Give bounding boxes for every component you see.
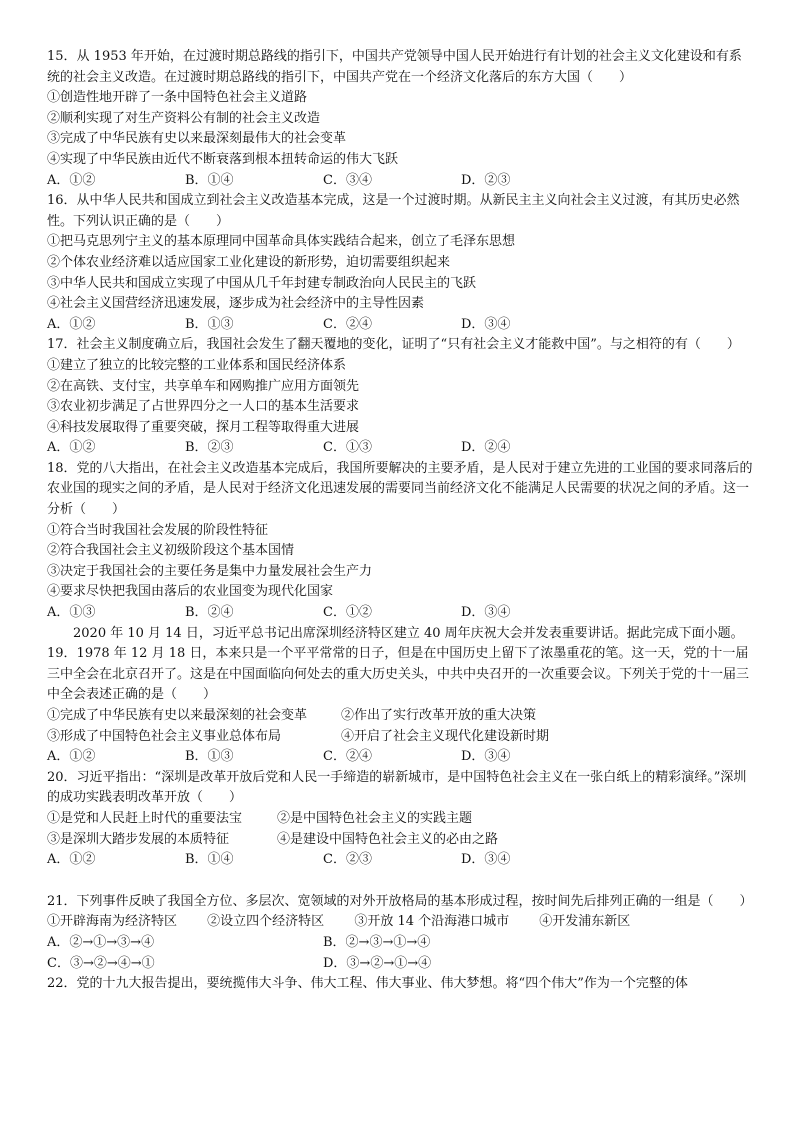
statement-option: ③中华人民共和国成立实现了中国从几千年封建专制政治向人民民主的飞跃	[47, 275, 477, 291]
statement-option: ④开发浦东新区	[539, 914, 631, 930]
answer-choice-row	[47, 954, 754, 975]
statement-option: ③是深圳大踏步发展的本质特征	[47, 831, 230, 847]
statement-option: ③完成了中华民族有史以来最深刻最伟大的社会变革	[47, 131, 347, 147]
question-20	[47, 768, 754, 871]
statement-option: ③形成了中国特色社会主义事业总体布局	[47, 728, 282, 744]
answer-choice-c: C．③④	[323, 172, 372, 188]
answer-choice-a: A．①②	[47, 316, 96, 332]
statement-option: ④社会主义国营经济迅速发展，逐步成为社会经济中的主导性因素	[47, 296, 425, 312]
answer-choice-b: B．②③	[185, 440, 234, 456]
statement-option-row	[47, 830, 754, 851]
statement-option: ①创造性地开辟了一条中国特色社会主义道路	[47, 90, 308, 106]
question-stem: 20．习近平指出：“深圳是改革开放后党和人民一手缔造的崭新城市，是中国特色社会主义在一张白纸上的精彩演绎。”深圳的成功实践表明改革开放（ ）	[47, 769, 747, 806]
answer-choice-c: C．②③	[323, 852, 372, 868]
statement-option: ①建立了独立的比较完整的工业体系和国民经济体系	[47, 357, 347, 373]
statement-option: ③开放 14 个沿海港口城市	[354, 914, 510, 930]
answer-choice-a: A．①②	[47, 440, 96, 456]
statement-option: ②顺利实现了对生产资料公有制的社会主义改造	[47, 110, 321, 126]
answer-choice-b: B．①④	[185, 852, 234, 868]
answer-choice-a: A．①②	[47, 852, 96, 868]
statement-option: ①完成了中华民族有史以来最深刻的社会变革	[47, 708, 308, 723]
statement-option: ④要求尽快把我国由落后的农业国变为现代化国家	[47, 584, 334, 600]
statement-option: ①开辟海南为经济特区	[47, 914, 178, 930]
question-stem: 16．从中华人民共和国成立到社会主义改造基本完成，这是一个过渡时期。从新民主主义向社会主义过渡，有其历史必然性。下列认识正确的是（ ）	[47, 193, 740, 229]
answer-choice-d: D．③④	[461, 605, 511, 621]
statement-option: ①符合当时我国社会发展的阶段性特征	[47, 522, 269, 538]
answer-choices	[47, 747, 754, 768]
statement-option: ②个体农业经济难以适应国家工业化建设的新形势，迫切需要组织起来	[47, 254, 451, 270]
answer-choice-b: B．②→③→①→④	[323, 934, 431, 950]
answer-choice-d: D．③④	[461, 749, 511, 765]
answer-choice-d: D．②④	[461, 440, 511, 456]
answer-choice-b: B．①③	[185, 316, 234, 332]
question-15	[47, 47, 754, 191]
statement-option: ②作出了实行改革开放的重大决策	[341, 708, 537, 723]
answer-choices	[47, 438, 754, 459]
question-stem: 19．1978 年 12 月 18 日，本来只是一个平平常常的日子，但是在中国历史上留下了浓墨重花的笔。这一天，党的十一届三中全会在北京召开了。这是在中国面临向何处去的重大历史关头，中共中央召开的一次重要会议。下列关于党的十一届三中全会表述正确的是（ ）	[47, 646, 750, 703]
answer-choice-b: B．①④	[185, 172, 234, 188]
question-21	[47, 892, 754, 974]
statement-option: ①把马克思列宁主义的基本原理同中国革命具体实践结合起来，创立了毛泽东思想	[47, 234, 516, 250]
statement-option: ②是中国特色社会主义的实践主题	[277, 810, 473, 826]
answer-choice-d: D．③④	[461, 852, 511, 868]
answer-choice-row	[47, 933, 754, 954]
answer-choices	[47, 603, 754, 624]
question-stem: 21．下列事件反映了我国全方位、多层次、宽领域的对外开放格局的基本形成过程，按时间先后排列正确的一组是（ ）	[47, 893, 753, 909]
statement-option: ②在高铁、支付宝，共享单车和网购推广应用方面领先	[47, 378, 360, 394]
question-17	[47, 335, 754, 459]
answer-choice-d: D．③④	[461, 316, 511, 332]
statement-option: ④开启了社会主义现代化建设新时期	[341, 728, 550, 744]
statement-option: ④是建设中国特色社会主义的必由之路	[277, 831, 499, 847]
question-16	[47, 191, 754, 335]
answer-choice-a: A．①②	[47, 172, 96, 188]
question-stem: 18．党的八大指出，在社会主义改造基本完成后，我国所要解决的主要矛盾，是人民对于建立先进的工业国的要求同落后的农业国的现实之间的矛盾，是人民对于经济文化迅速发展的需要同当前经济文化不能满足人民需要的状况之间的矛盾。这一分析（ ）	[47, 460, 753, 518]
statement-option: ④科技发展取得了重要突破，探月工程等取得重大进展	[47, 419, 360, 435]
answer-choices	[47, 315, 754, 336]
statement-option: ②符合我国社会主义初级阶段这个基本国情	[47, 543, 295, 559]
answer-choice-d: D．③→②→①→④	[323, 955, 432, 971]
statement-option: ③农业初步满足了占世界四分之一人口的基本生活要求	[47, 399, 360, 415]
answer-choice-b: B．②④	[185, 605, 234, 621]
answer-choice-a: A．①②	[47, 749, 96, 765]
answer-choice-c: C．①③	[323, 440, 372, 456]
answer-choice-b: B．①③	[185, 749, 234, 765]
statement-option: ②设立四个经济特区	[207, 914, 325, 930]
question-stem: 22．党的十九大报告提出，要统揽伟大斗争、伟大工程、伟大事业、伟大梦想。将“四个伟大”作为一个完整的体	[47, 976, 688, 992]
answer-choice-a: A．①③	[47, 605, 96, 621]
question-19	[47, 644, 754, 768]
answer-choice-c: C．③→②→④→①	[47, 955, 155, 971]
answer-choice-d: D．②③	[461, 172, 511, 188]
statement-option-row	[47, 706, 754, 727]
statement-option: ④实现了中华民族由近代不断衰落到根本扭转命运的伟大飞跃	[47, 151, 399, 167]
answer-choice-c: C．②④	[323, 749, 372, 765]
statement-option: ③决定于我国社会的主要任务是集中力量发展社会生产力	[47, 563, 373, 579]
statement-option-row	[47, 727, 754, 748]
statement-option: ①是党和人民赶上时代的重要法宝	[47, 810, 243, 826]
question-stem: 15．从 1953 年开始，在过渡时期总路线的指引下，中国共产党领导中国人民开始进行有计划的社会主义文化建设和有系统的社会主义改造。在过渡时期总路线的指引下，中国共产党在一个经济文化落后的东方大国（ ）	[47, 49, 742, 85]
answer-choice-c: C．②④	[323, 316, 372, 332]
answer-choices	[47, 171, 754, 192]
statement-option-row	[47, 912, 754, 933]
question-18	[47, 459, 754, 624]
passage-intro: 2020 年 10 月 14 日，习近平总书记出席深圳经济特区建立 40 周年庆祝大会并发表重要讲话。据此完成下面小题。	[73, 625, 744, 641]
answer-choice-c: C．①②	[323, 605, 372, 621]
statement-option-row	[47, 809, 754, 830]
blank-spacer	[47, 871, 754, 892]
question-stem: 17．社会主义制度确立后，我国社会发生了翻天覆地的变化，证明了“只有社会主义才能救中国”。与之相符的有（ ）	[47, 337, 740, 353]
answer-choices	[47, 850, 754, 871]
question-22	[47, 974, 754, 995]
answer-choice-a: A．②→①→③→④	[47, 934, 155, 950]
